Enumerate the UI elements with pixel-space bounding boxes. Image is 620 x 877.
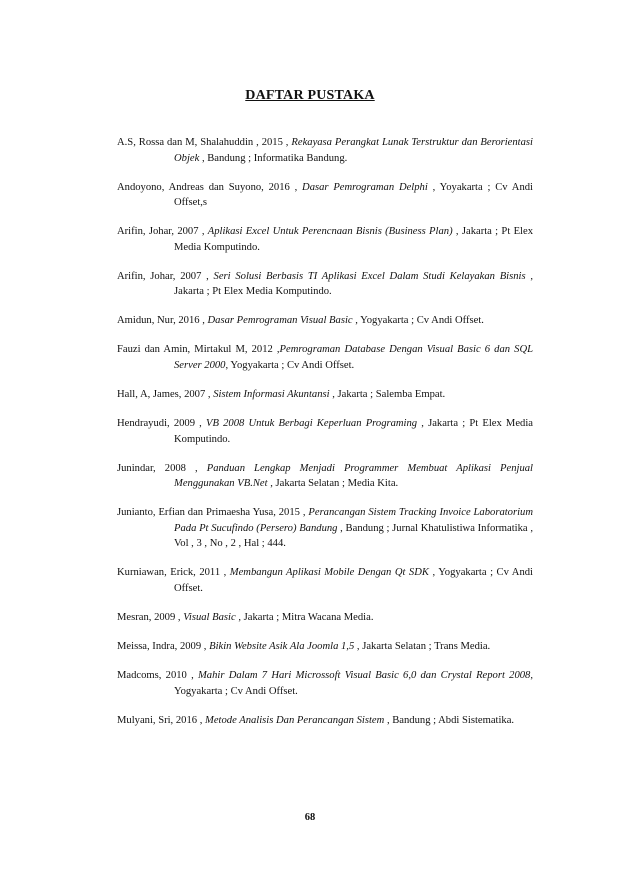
reference-item bbox=[117, 668, 533, 699]
reference-item bbox=[117, 610, 533, 626]
reference-author: Meissa, Indra, 2009 , bbox=[117, 641, 210, 653]
reference-item bbox=[117, 387, 533, 403]
reference-publisher: , Jakarta ; Pt Elex Media Komputindo. bbox=[174, 418, 533, 445]
reference-list bbox=[117, 135, 533, 742]
reference-title: Dasar Pemrograman Visual Basic bbox=[207, 315, 353, 327]
reference-author: Kurniawan, Erick, 2011 , bbox=[117, 567, 230, 579]
reference-item bbox=[117, 342, 533, 373]
reference-author: Andoyono, Andreas dan Suyono, 2016 , bbox=[117, 181, 303, 193]
reference-item bbox=[117, 565, 533, 596]
page-title: DAFTAR PUSTAKA bbox=[245, 88, 375, 103]
reference-author: Arifin, Johar, 2007 , bbox=[117, 226, 208, 238]
reference-item bbox=[117, 461, 533, 492]
reference-publisher: , Jakarta Selatan ; Trans Media. bbox=[354, 641, 491, 653]
reference-publisher: , Bandung ; Informatika Bandung. bbox=[199, 152, 348, 164]
reference-publisher: , Bandung ; Jurnal Khatulistiwa Informatika , Vol , 3 , No , 2 , Hal ; 444. bbox=[174, 522, 533, 550]
reference-title: Perancangan Sistem Tracking Invoice Laboratorium Pada Pt Sucufindo (Persero) Bandung bbox=[174, 507, 533, 534]
reference-publisher: , Jakarta ; Mitra Wacana Media. bbox=[235, 612, 374, 624]
reference-author: Arifin, Johar, 2007 , bbox=[117, 270, 214, 282]
reference-publisher: , Jakarta ; Salemba Empat. bbox=[329, 389, 446, 401]
reference-title: Visual Basic bbox=[183, 612, 236, 624]
page-number: 68 bbox=[304, 812, 316, 823]
reference-author: Junindar, 2008 , bbox=[117, 462, 207, 474]
reference-title: Dasar Pemrograman Delphi bbox=[302, 181, 428, 193]
reference-author: A.S, Rossa dan M, Shalahuddin , 2015 , bbox=[117, 137, 292, 148]
reference-title: Panduan Lengkap Menjadi Programmer Membuat Aplikasi Penjual Menggunakan VB.Net bbox=[174, 462, 533, 490]
reference-publisher: , Bandung ; Abdi Sistematika. bbox=[384, 714, 515, 726]
reference-publisher: , Jakarta ; Pt Elex Media Komputindo. bbox=[174, 226, 533, 253]
reference-title: Bikin Website Asik Ala Joomla 1,5 bbox=[209, 641, 355, 653]
reference-title: Mahir Dalam 7 Hari Microssoft Visual Basic 6,0 dan Crystal Report 2008 bbox=[197, 670, 531, 682]
reference-author: Hendrayudi, 2009 , bbox=[117, 418, 206, 430]
reference-item bbox=[117, 416, 533, 447]
reference-title: Rekayasa Perangkat Lunak Terstruktur dan Berorientasi Objek bbox=[174, 137, 533, 164]
reference-author: Amidun, Nur, 2016 , bbox=[117, 315, 208, 327]
reference-item bbox=[117, 224, 533, 255]
reference-author: Hall, A, James, 2007 , bbox=[117, 389, 214, 401]
reference-publisher: , Jakarta Selatan ; Media Kita. bbox=[267, 478, 399, 490]
reference-author: Mulyani, Sri, 2016 , bbox=[117, 714, 205, 726]
reference-title: VB 2008 Untuk Berbagi Keperluan Programing bbox=[206, 418, 418, 430]
reference-title: Sistem Informasi Akuntansi bbox=[213, 389, 330, 401]
reference-title: Pemrograman Database Dengan Visual Basic 6 dan SQL Server 2000 bbox=[174, 344, 533, 371]
reference-publisher: , Yogyakarta ; Cv Andi Offset. bbox=[225, 359, 355, 371]
reference-item bbox=[117, 269, 533, 300]
reference-publisher: , Jakarta ; Pt Elex Media Komputindo. bbox=[174, 270, 534, 298]
reference-author: Junianto, Erfian dan Primaesha Yusa, 2015 , bbox=[117, 507, 309, 519]
reference-item bbox=[117, 639, 533, 655]
reference-publisher: , Yoyakarta ; Cv Andi Offset,s bbox=[174, 181, 533, 209]
reference-author: Madcoms, 2010 , bbox=[117, 670, 198, 682]
reference-publisher: , Yogyakarta ; Cv Andi Offset. bbox=[352, 315, 484, 327]
reference-publisher: , Yogyakarta ; Cv Andi Offset. bbox=[174, 670, 533, 697]
reference-title: Membangun Aplikasi Mobile Dengan Qt SDK bbox=[229, 567, 429, 579]
reference-item bbox=[117, 313, 533, 329]
reference-item bbox=[117, 180, 533, 211]
reference-item bbox=[117, 713, 533, 729]
reference-author: Fauzi dan Amin, Mirtakul M, 2012 , bbox=[117, 344, 280, 356]
reference-item bbox=[117, 135, 533, 166]
reference-title: Metode Analisis Dan Perancangan Sistem bbox=[205, 714, 385, 726]
reference-author: Mesran, 2009 , bbox=[117, 612, 184, 624]
reference-publisher: , Yogyakarta ; Cv Andi Offset. bbox=[174, 567, 533, 594]
reference-title: Seri Solusi Berbasis TI Aplikasi Excel Dalam Studi Kelayakan Bisnis bbox=[213, 270, 526, 282]
reference-title: Aplikasi Excel Untuk Perencnaan Bisnis (Business Plan) bbox=[207, 226, 453, 238]
reference-item bbox=[117, 505, 533, 552]
